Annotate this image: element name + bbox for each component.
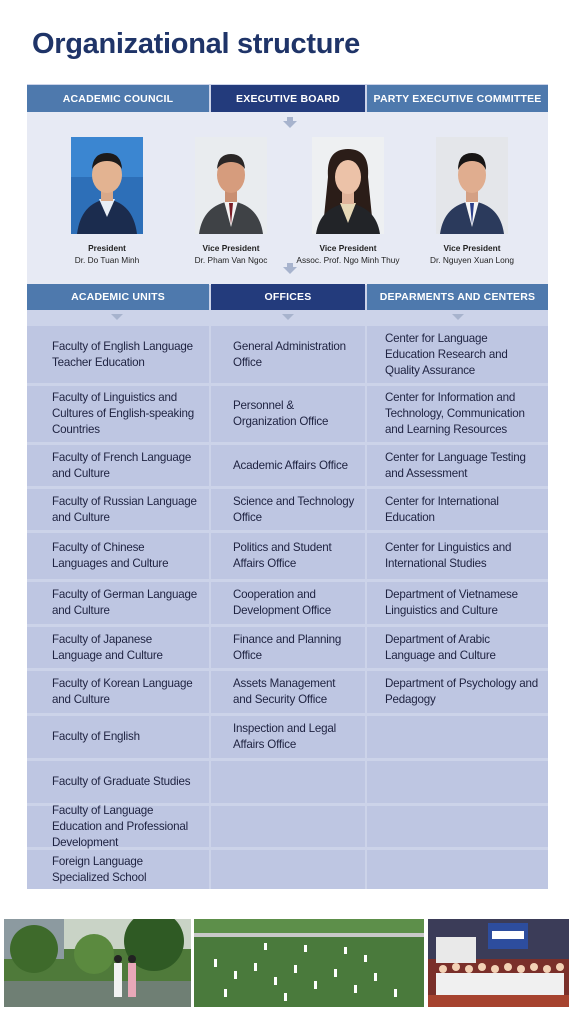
arrow-down-icon — [283, 267, 297, 274]
center-cell — [367, 761, 548, 803]
header-academic-units: ACADEMIC UNITS — [27, 284, 209, 310]
arrow-down-icon — [283, 121, 297, 128]
arrow-down-icon — [452, 314, 464, 320]
arrow-down-icon — [111, 314, 123, 320]
office-cell: Politics and Student Affairs Office — [211, 533, 365, 579]
leader-caption — [402, 243, 542, 265]
office-cell: Personnel & Organization Office — [211, 386, 365, 442]
leader-role: Vice President — [202, 243, 260, 253]
campus-garden-photo — [4, 919, 191, 1007]
avatar — [71, 137, 143, 234]
center-cell: Center for Linguistics and International Studies — [367, 533, 548, 579]
office-cell: General Administration Office — [211, 326, 365, 383]
avatar — [312, 137, 384, 234]
leader-caption — [37, 243, 177, 265]
sports-field-photo — [194, 919, 424, 1007]
leader-role: President — [88, 243, 126, 253]
center-cell: Department of Vietnamese Linguistics and Culture — [367, 582, 548, 624]
center-cell: Center for Information and Technology, Communication and Learning Resources — [367, 386, 548, 442]
leader-name: Dr. Pham Van Ngoc — [194, 255, 268, 265]
avatar — [436, 137, 508, 234]
office-cell: Cooperation and Development Office — [211, 582, 365, 624]
office-cell: Assets Management and Security Office — [211, 671, 365, 713]
academic-unit-cell: Faculty of Korean Language and Culture — [27, 671, 209, 713]
korea-event-photo — [428, 919, 569, 1007]
leader-name: Dr. Nguyen Xuan Long — [430, 255, 514, 265]
office-cell: Finance and Planning Office — [211, 627, 365, 668]
center-cell: Center for International Education — [367, 489, 548, 530]
academic-unit-cell: Faculty of Chinese Languages and Culture — [27, 533, 209, 579]
center-cell: Department of Arabic Language and Culture — [367, 627, 548, 668]
academic-unit-cell: Faculty of German Language and Culture — [27, 582, 209, 624]
leader-name: Assoc. Prof. Ngo Minh Thuy — [296, 255, 400, 265]
header-executive-board: EXECUTIVE BOARD — [211, 85, 365, 112]
leader-name: Dr. Do Tuan Minh — [74, 255, 140, 265]
office-cell — [211, 806, 365, 847]
arrow-down-icon — [282, 314, 294, 320]
header-offices: OFFICES — [211, 284, 365, 310]
academic-unit-cell: Faculty of French Language and Culture — [27, 445, 209, 486]
office-cell: Inspection and Legal Affairs Office — [211, 716, 365, 758]
academic-unit-cell: Faculty of Language Education and Professional Development — [27, 806, 209, 847]
academic-unit-cell: Faculty of English Language Teacher Education — [27, 326, 209, 383]
header-academic-council: ACADEMIC COUNCIL — [27, 85, 209, 112]
office-cell: Science and Technology Office — [211, 489, 365, 530]
header-departments-centers: DEPARMENTS AND CENTERS — [367, 284, 548, 310]
center-cell: Department of Psychology and Pedagogy — [367, 671, 548, 713]
page-title: Organizational structure — [32, 28, 360, 60]
leader-role: Vice President — [443, 243, 501, 253]
academic-unit-cell: Foreign Language Specialized School — [27, 850, 209, 889]
center-cell — [367, 850, 548, 889]
office-cell — [211, 850, 365, 889]
center-cell — [367, 716, 548, 758]
academic-unit-cell: Faculty of English — [27, 716, 209, 758]
academic-unit-cell: Faculty of Japanese Language and Culture — [27, 627, 209, 668]
header-party-committee: PARTY EXECUTIVE COMMITTEE — [367, 85, 548, 112]
academic-unit-cell: Faculty of Russian Language and Culture — [27, 489, 209, 530]
center-cell: Center for Language Education Research and Quality Assurance — [367, 326, 548, 383]
office-cell: Academic Affairs Office — [211, 445, 365, 486]
center-cell: Center for Language Testing and Assessment — [367, 445, 548, 486]
leader-caption — [278, 243, 418, 265]
avatar — [195, 137, 267, 234]
leader-role: Vice President — [319, 243, 377, 253]
academic-unit-cell: Faculty of Graduate Studies — [27, 761, 209, 803]
academic-unit-cell: Faculty of Linguistics and Cultures of English-speaking Countries — [27, 386, 209, 442]
office-cell — [211, 761, 365, 803]
center-cell — [367, 806, 548, 847]
